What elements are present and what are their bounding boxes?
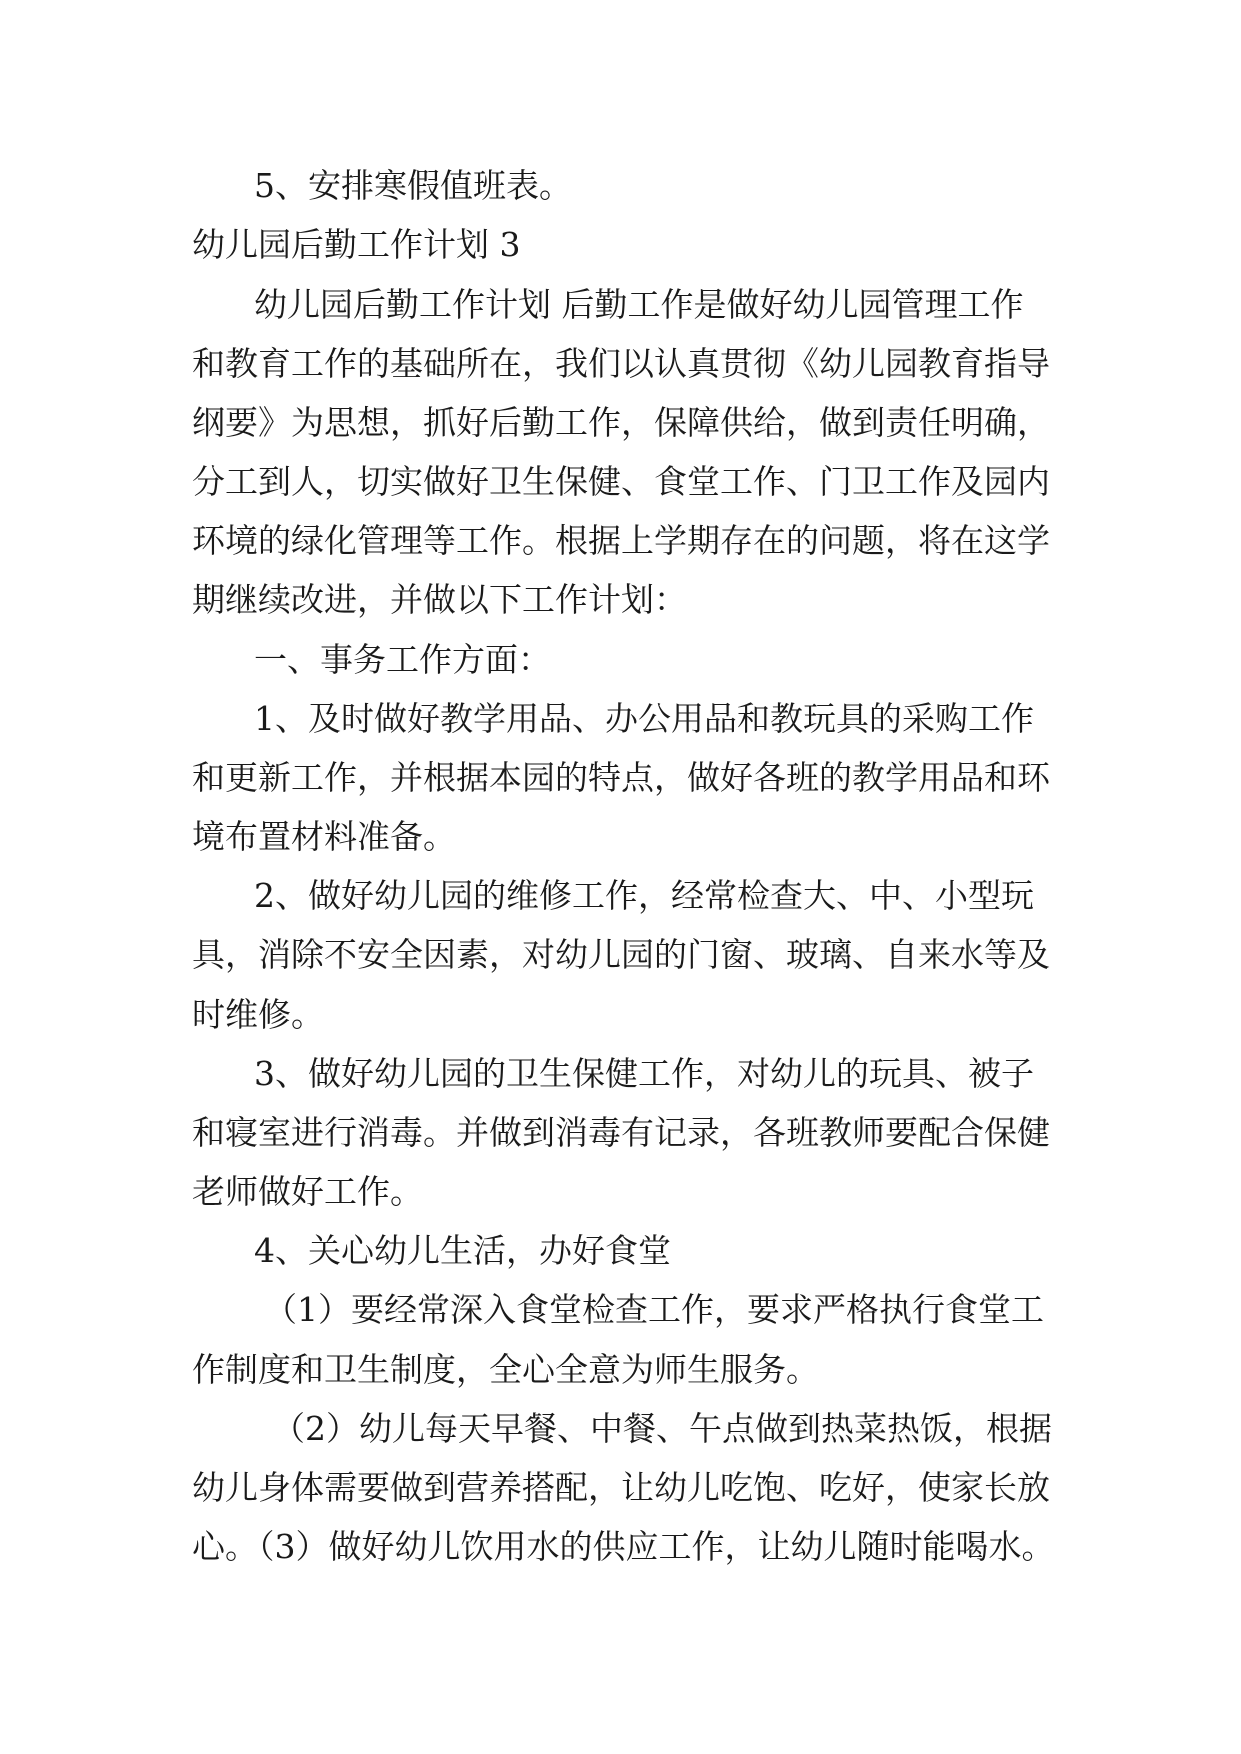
text-line: 幼儿身体需要做到营养搭配，让幼儿吃饱、吃好，使家长放 <box>192 1468 1050 1507</box>
text-line: 老师做好工作。 <box>192 1172 423 1211</box>
text-line: （1）要经常深入食堂检查工作，要求严格执行食堂工 <box>264 1290 1044 1329</box>
text-line: 和更新工作，并根据本园的特点，做好各班的教学用品和环 <box>192 758 1050 797</box>
text-line: 幼儿园后勤工作计划 后勤工作是做好幼儿园管理工作 <box>254 285 1024 324</box>
text-line: 和教育工作的基础所在，我们以认真贯彻《幼儿园教育指导 <box>192 344 1050 383</box>
text-line: 分工到人，切实做好卫生保健、食堂工作、门卫工作及园内 <box>192 462 1050 501</box>
text-line: 2、做好幼儿园的维修工作，经常检查大、中、小型玩 <box>254 876 1034 915</box>
text-line: 和寝室进行消毒。并做到消毒有记录，各班教师要配合保健 <box>192 1113 1050 1152</box>
text-line: （2）幼儿每天早餐、中餐、午点做到热菜热饭，根据 <box>272 1409 1052 1448</box>
text-line: 一、事务工作方面： <box>254 640 551 679</box>
text-line: 时维修。 <box>192 995 324 1034</box>
text-line: 5、安排寒假值班表。 <box>254 166 572 205</box>
text-line: 1、及时做好教学用品、办公用品和教玩具的采购工作 <box>254 699 1034 738</box>
text-line: 境布置材料准备。 <box>192 817 456 856</box>
text-line: 心。（3）做好幼儿饮用水的供应工作，让幼儿随时能喝水。 <box>192 1527 1055 1566</box>
text-line: 3、做好幼儿园的卫生保健工作，对幼儿的玩具、被子 <box>254 1054 1034 1093</box>
text-line: 作制度和卫生制度，全心全意为师生服务。 <box>192 1350 819 1389</box>
text-line: 环境的绿化管理等工作。根据上学期存在的问题，将在这学 <box>192 521 1050 560</box>
text-line: 4、关心幼儿生活，办好食堂 <box>254 1231 671 1270</box>
section-heading: 幼儿园后勤工作计划 3 <box>192 225 521 264</box>
text-line: 期继续改进，并做以下工作计划： <box>192 580 687 619</box>
text-line: 纲要》为思想，抓好后勤工作，保障供给，做到责任明确， <box>192 403 1050 442</box>
text-line: 具，消除不安全因素，对幼儿园的门窗、玻璃、自来水等及 <box>192 935 1050 974</box>
